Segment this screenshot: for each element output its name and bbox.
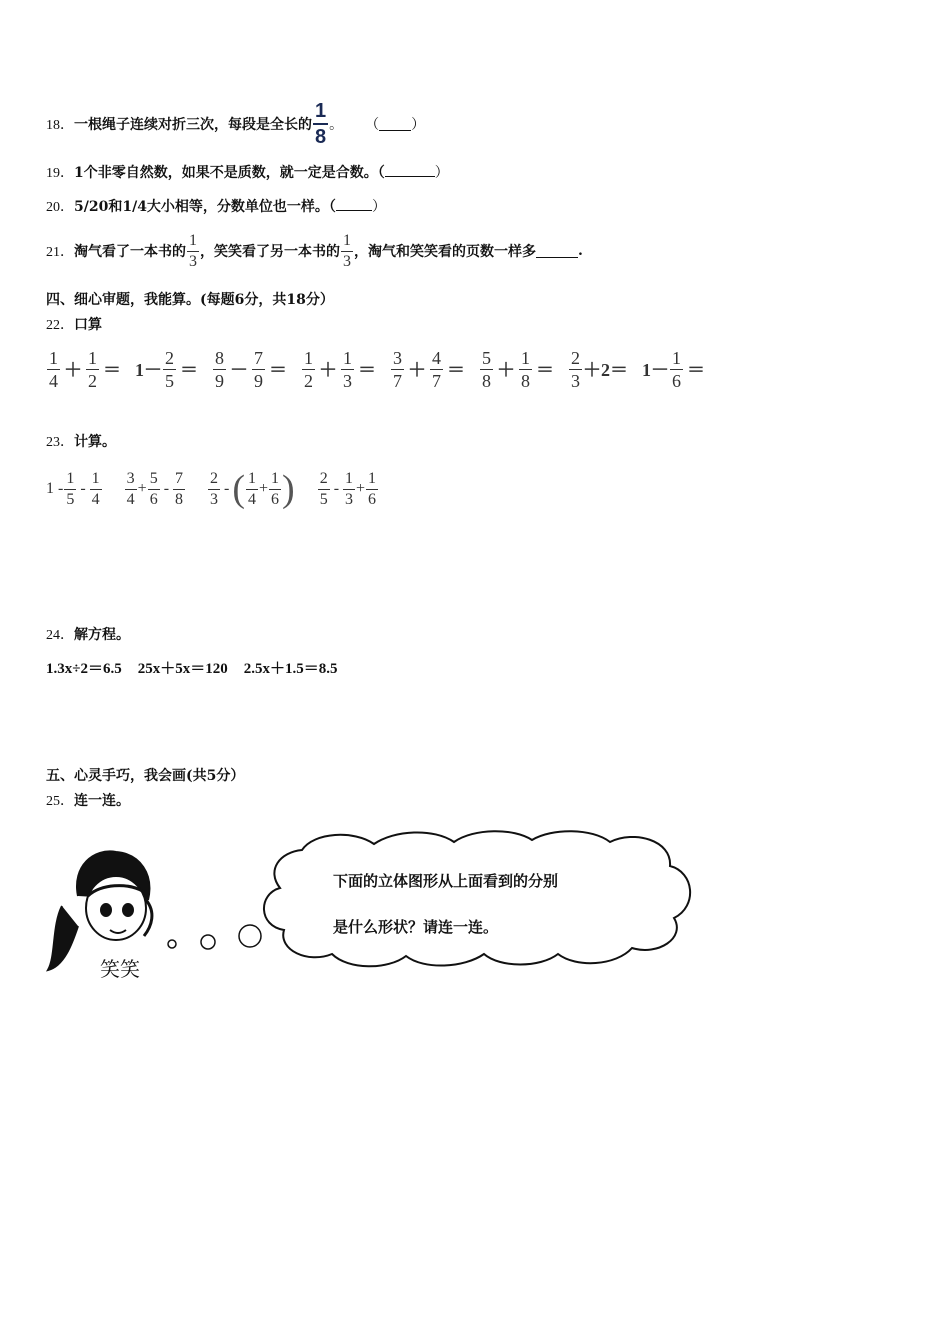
question-punct: . bbox=[578, 243, 583, 259]
fraction: $\frac{1}{6}$ bbox=[271, 469, 280, 508]
thought-dot-medium bbox=[201, 935, 215, 949]
operator: ＋2＝ bbox=[583, 360, 628, 380]
equals: ＝ bbox=[358, 360, 376, 380]
question-number: 25． bbox=[46, 794, 74, 809]
fraction: $\frac{7}{9}$ bbox=[254, 347, 263, 391]
bubble-line-2: 是什么形状？请连一连。 bbox=[333, 918, 499, 936]
question-20 bbox=[46, 196, 386, 216]
operator: ＋ bbox=[408, 360, 426, 380]
operator: ＋ bbox=[64, 360, 82, 380]
question-number: 22． bbox=[46, 318, 74, 333]
question-25-header bbox=[46, 790, 130, 810]
bubble-line-1: 下面的立体图形从上面看到的分别 bbox=[333, 872, 559, 890]
equals: ＝ bbox=[180, 360, 198, 380]
operator: ＋ bbox=[497, 360, 515, 380]
fraction: $\frac{1}{3}$ bbox=[345, 469, 354, 508]
equations-row bbox=[46, 657, 338, 678]
question-number: 20． bbox=[46, 200, 74, 215]
equals: ＝ bbox=[536, 360, 554, 380]
question-label: 计算。 bbox=[74, 434, 116, 450]
fraction: $\frac{4}{7}$ bbox=[432, 347, 441, 391]
equals: ＝ bbox=[687, 360, 705, 380]
equation-1: 1.3x÷2＝6.5 bbox=[46, 661, 122, 677]
answer-blank[interactable] bbox=[385, 164, 435, 177]
section-5-title: 五、心灵手巧，我会画(共5分） bbox=[46, 768, 245, 784]
fraction: $\frac{2}{5}$ bbox=[319, 469, 328, 508]
answer-blank[interactable] bbox=[336, 198, 372, 211]
question-number: 21． bbox=[46, 245, 74, 260]
question-number: 23． bbox=[46, 435, 74, 450]
character-name: 笑笑 bbox=[100, 957, 140, 981]
operator: + bbox=[137, 480, 147, 497]
fraction: $\frac{2}{3}$ bbox=[571, 347, 580, 391]
question-punct: 。 bbox=[329, 117, 344, 133]
calc-row bbox=[46, 462, 379, 516]
operator: - bbox=[163, 480, 170, 497]
fraction-one-third: $\frac{1}{3}$ bbox=[343, 231, 351, 270]
question-text-part: ，淘气和笑笑看的页数一样多 bbox=[354, 244, 536, 260]
girl-illustration bbox=[44, 826, 704, 986]
question-label: 连一连。 bbox=[74, 793, 130, 809]
fraction: $\frac{1}{4}$ bbox=[248, 469, 256, 508]
fraction: $\frac{8}{9}$ bbox=[215, 347, 224, 391]
fraction: $\frac{5}{6}$ bbox=[149, 469, 158, 508]
operator: + bbox=[356, 480, 366, 497]
answer-blank[interactable] bbox=[379, 118, 411, 131]
answer-paren-close: ） bbox=[434, 165, 449, 181]
operator: - bbox=[80, 480, 86, 497]
question-text: 一根绳子连续对折三次，每段是全长的 bbox=[74, 117, 312, 133]
fraction: $\frac{1}{2}$ bbox=[304, 347, 313, 391]
operator: - bbox=[224, 480, 230, 497]
fraction: $\frac{1}{2}$ bbox=[88, 347, 97, 391]
fraction-one-eighth: $\frac{1}{8}$ bbox=[315, 100, 327, 148]
fraction: $\frac{1}{5}$ bbox=[66, 469, 75, 508]
question-text: 1个非零自然数，如果不是质数，就一定是合数。（ bbox=[74, 165, 385, 181]
answer-paren-close: ） bbox=[371, 199, 386, 215]
operator: 1－ bbox=[642, 360, 669, 380]
equation-2: 25x＋5x＝120 bbox=[137, 661, 228, 677]
fraction: $\frac{1}{3}$ bbox=[343, 347, 352, 391]
question-number: 19． bbox=[46, 166, 74, 181]
right-paren: ) bbox=[282, 468, 295, 510]
equals: ＝ bbox=[447, 360, 465, 380]
fraction: $\frac{1}{8}$ bbox=[521, 347, 530, 391]
question-label: 口算 bbox=[74, 317, 102, 333]
answer-paren-open: （ bbox=[365, 117, 380, 133]
fraction: $\frac{3}{7}$ bbox=[393, 347, 402, 391]
thought-cloud bbox=[264, 831, 690, 966]
fraction: $\frac{2}{5}$ bbox=[165, 347, 174, 391]
answer-blank[interactable] bbox=[536, 245, 578, 258]
answer-paren-close: ） bbox=[411, 117, 426, 133]
question-19 bbox=[46, 162, 449, 182]
fraction: $\frac{3}{4}$ bbox=[126, 469, 135, 508]
fraction-one-third: $\frac{1}{3}$ bbox=[189, 231, 197, 270]
question-text-part: ，笑笑看了另一本书的 bbox=[200, 244, 340, 260]
question-text: 5/20和1/4大小相等，分数单位也一样。（ bbox=[74, 199, 336, 215]
fraction: $\frac{1}{6}$ bbox=[672, 347, 681, 391]
equals: ＝ bbox=[269, 360, 287, 380]
fraction: $\frac{1}{4}$ bbox=[91, 469, 100, 508]
thought-dot-small bbox=[168, 940, 176, 948]
operator: - bbox=[333, 480, 340, 497]
section-4-title: 四、细心审题，我能算。(每题6分，共18分） bbox=[46, 292, 334, 308]
operator: 1－ bbox=[135, 360, 162, 380]
operator: ＋ bbox=[319, 360, 337, 380]
fraction: $\frac{2}{3}$ bbox=[210, 469, 219, 508]
fraction: $\frac{7}{8}$ bbox=[175, 469, 184, 508]
question-number: 18． bbox=[46, 118, 74, 133]
question-22-header bbox=[46, 314, 102, 334]
question-21 bbox=[46, 228, 583, 274]
operator: 1 - bbox=[46, 480, 64, 497]
operator: + bbox=[259, 480, 269, 497]
fraction: $\frac{1}{6}$ bbox=[368, 469, 377, 508]
fraction: $\frac{5}{8}$ bbox=[482, 347, 491, 391]
fraction: $\frac{1}{4}$ bbox=[49, 347, 58, 391]
question-23-header bbox=[46, 431, 116, 451]
question-number: 24． bbox=[46, 628, 74, 643]
oral-calc-row bbox=[46, 344, 708, 394]
equals: ＝ bbox=[103, 360, 121, 380]
question-18 bbox=[46, 100, 425, 148]
question-24-header bbox=[46, 624, 130, 644]
equation-3: 2.5x＋1.5＝8.5 bbox=[243, 661, 338, 677]
left-paren: ( bbox=[232, 468, 245, 510]
question-label: 解方程。 bbox=[74, 627, 130, 643]
thought-dot-large bbox=[239, 925, 261, 947]
operator: － bbox=[230, 360, 248, 380]
question-text-part: 淘气看了一本书的 bbox=[74, 244, 186, 260]
